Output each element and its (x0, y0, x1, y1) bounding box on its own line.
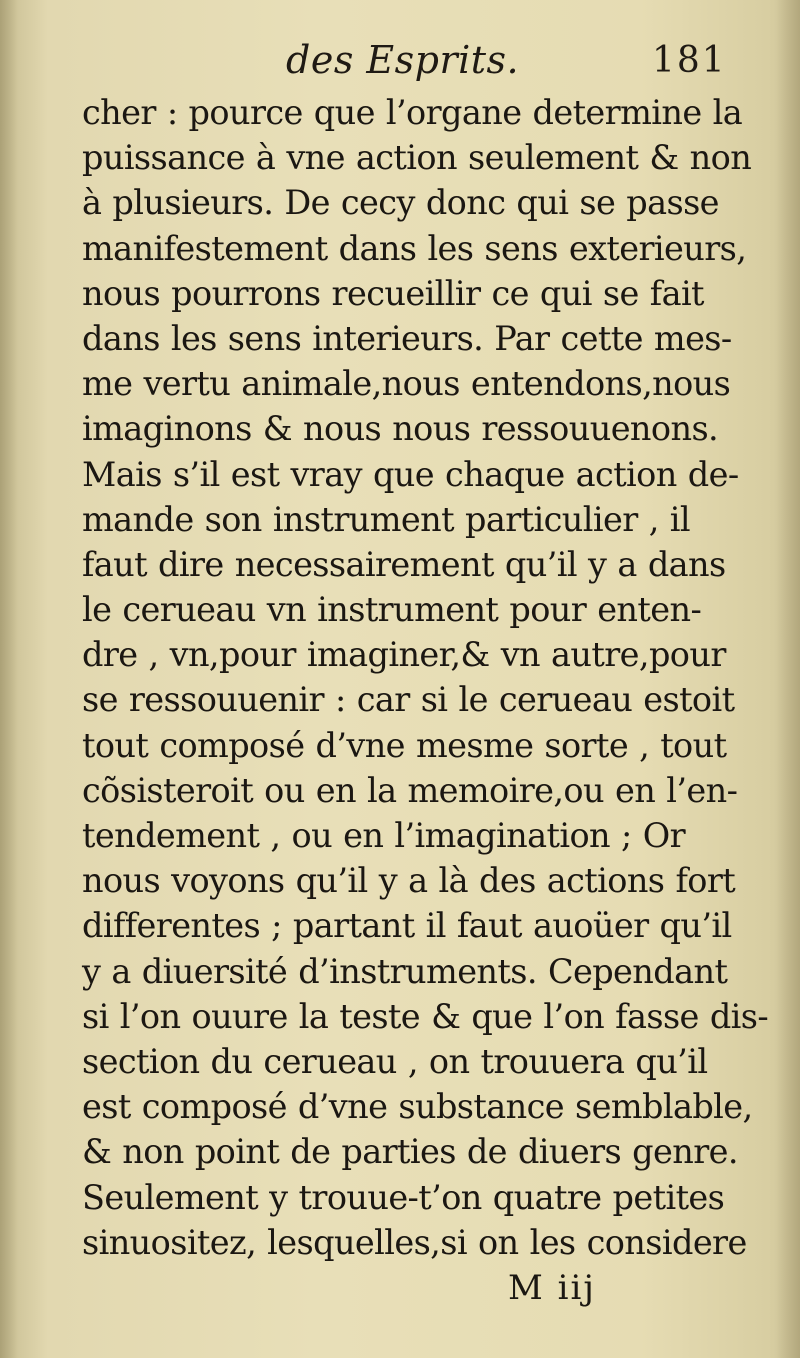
text-line: tendement , ou en l’imagination ; Or (82, 816, 686, 855)
page-edge-shadow-left (0, 0, 18, 1358)
page-number: 181 (652, 40, 727, 81)
text-line: Mais s’il est vray que chaque action de- (82, 454, 739, 494)
text-line: dre , vn,pour imaginer,& vn autre,pour (82, 635, 726, 675)
text-line: differentes ; partant il faut auoüer qu’il (82, 906, 732, 946)
page-header (0, 38, 800, 90)
text-line: est composé d’vne substance semblable, (82, 1087, 753, 1127)
text-line: dans les sens interieurs. Par cette mes- (82, 318, 732, 358)
text-line: cõsisteroit ou en la memoire,ou en l’en- (82, 770, 738, 810)
text-line: puissance à vne action seulement & non (82, 138, 752, 178)
text-line: & non point de parties de diuers genre. (82, 1132, 738, 1172)
text-line: le cerueau vn instrument pour enten- (82, 590, 702, 630)
text-line: à plusieurs. De cecy donc qui se passe (82, 183, 719, 223)
text-line: faut dire necessairement qu’il y a dans (82, 544, 726, 584)
text-line: si l’on ouure la teste & que l’on fasse dis- (82, 996, 769, 1036)
page-edge-shadow-right (776, 0, 800, 1358)
text-line: me vertu animale,nous entendons,nous (82, 364, 731, 404)
text-line: se ressouuenir : car si le cerueau estoit (82, 680, 735, 720)
text-line: mande son instrument particulier , il (82, 499, 691, 539)
text-line: sinuositez, lesquelles,si on les considere (82, 1222, 747, 1262)
body-text (82, 90, 769, 1265)
text-line: manifestement dans les sens exterieurs, (82, 228, 747, 268)
text-line: nous voyons qu’il y a là des actions fort (82, 861, 736, 901)
text-line: section du cerueau , on trouuera qu’il (82, 1041, 708, 1081)
page-footer (0, 1264, 800, 1314)
running-head: des Esprits. (286, 38, 520, 82)
text-line: Seulement y trouue-t’on quatre petites (82, 1177, 725, 1217)
text-line: y a diuersité d’instruments. Cependant (82, 951, 728, 991)
text-line: tout composé d’vne mesme sorte , tout (82, 725, 727, 765)
text-line: imaginons & nous nous ressouuenons. (82, 409, 719, 449)
text-line: nous pourrons recueillir ce qui se fait (82, 273, 704, 313)
text-line: cher : pource que l’organe determine la (82, 93, 743, 132)
signature-mark: M iij (508, 1268, 596, 1308)
